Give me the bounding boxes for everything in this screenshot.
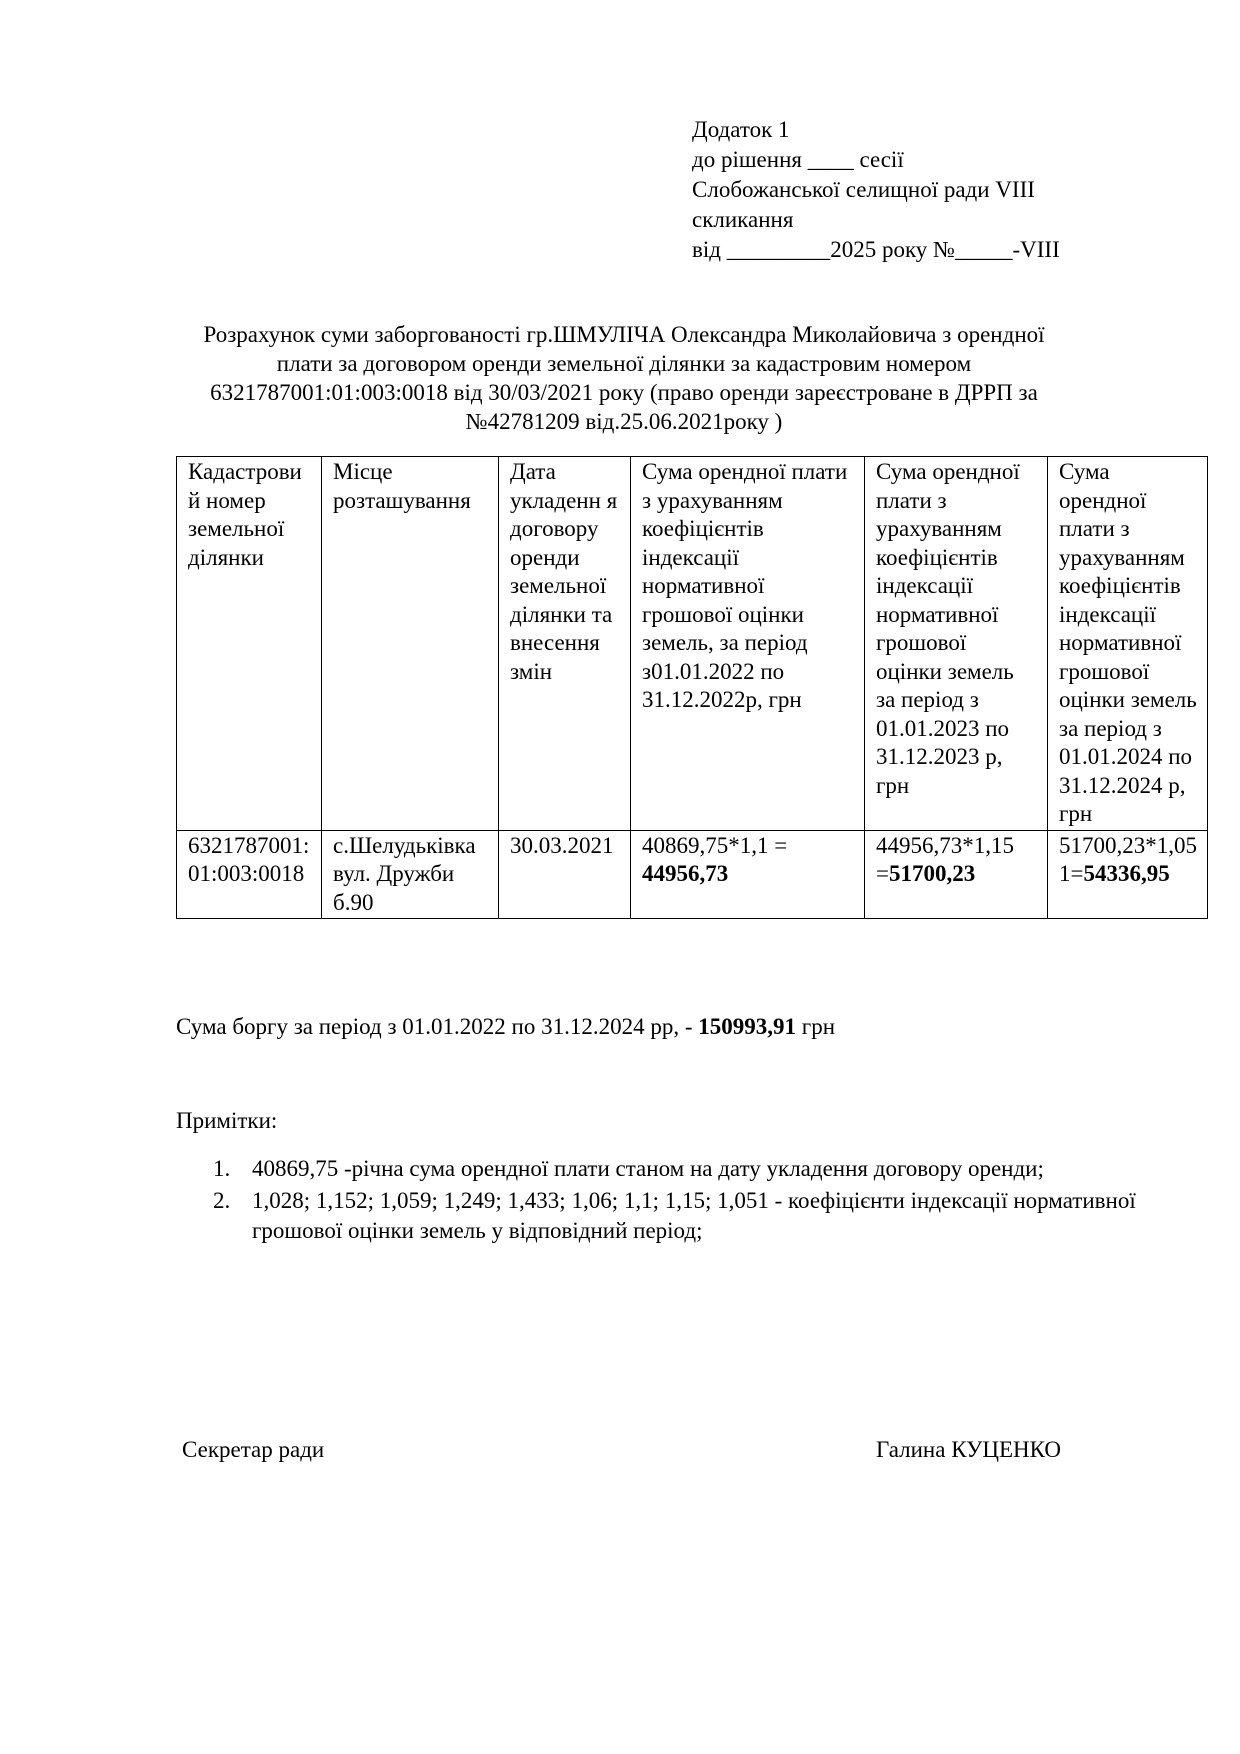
annex-header [692,115,1122,265]
annex-line: Слобожанської селищної ради VIII [692,177,1035,202]
notes-list [210,1154,1150,1248]
annex-line: Додаток 1 [692,117,790,142]
header-cadastral: Кадастрови й номер земельної ділянки [177,457,322,831]
result-2023: 51700,23 [888,861,976,886]
debt-calculation-table [176,456,1208,919]
note-text: 40869,75 -річна сума орендної плати станом на дату укладення договору оренди; [252,1156,1044,1181]
result-2024: 54336,95 [1083,861,1170,886]
debt-text: Сума боргу за період з 01.01.2022 по 31.12.2024 рр, - [176,1014,699,1039]
annex-line: до рішення ____ сесії [692,147,904,172]
header-contract-date: Дата укладенн я договору оренди земельної ділянки та внесення змін [499,457,631,831]
signatory-position: Секретар ради [182,1437,325,1462]
cell-cadastral: 6321787001:01:003:0018 [177,830,322,919]
title-line: Розрахунок суми заборгованості гр.ШМУЛІЧА Олександра Миколайовича з орендної [203,322,1045,347]
cell-sum-2023 [865,830,1048,919]
note-number: 2. [213,1188,231,1213]
annex-line: скликання [692,207,794,232]
header-sum-2024: Сума орендної плати з урахуванням коефіцієнтів індексації нормативної грошової оцінки земель за період з 01.01.2024 по 31.12.2024 р, грн [1048,457,1208,831]
notes-title: Примітки: [176,1108,278,1133]
title-line: 6321787001:01:003:0018 від 30/03/2021 року (право оренди зареєстроване в ДРРП за [210,380,1038,405]
cell-location: с.Шелудьківка вул. Дружби б.90 [322,830,499,919]
header-sum-2023: Сума орендної плати з урахуванням коефіцієнтів індексації нормативної грошової оцінки земель за період з 01.01.2023 по 31.12.2023 р, грн [865,457,1048,831]
formula-2023: 44956,73*1,15 = [876,832,1014,886]
title-line: №42781209 від.25.06.2021року ) [465,409,783,434]
header-location: Місце розташування [322,457,499,831]
signatory-name: Галина КУЦЕНКО [876,1437,1061,1462]
title-line: плати за договором оренди земельної ділянки за кадастровим номером [276,351,972,376]
note-item [210,1154,1150,1184]
document-title [178,320,1070,436]
debt-unit: грн [796,1014,836,1039]
cell-sum-2022 [631,830,865,919]
cell-date: 30.03.2021 [499,830,631,919]
table-row [177,830,1208,919]
header-sum-2022: Сума орендної плати з урахуванням коефіцієнтів індексації нормативної грошової оцінки земель, за період з01.01.2022 по 31.12.2022р, грн [631,457,865,831]
formula-2024: 51700,23*1,051= [1059,832,1197,886]
debt-amount: 150993,91 [698,1014,797,1039]
formula-2022: 40869,75*1,1 = [642,832,788,858]
result-2022: 44956,73 [642,861,729,886]
debt-total [176,1014,835,1040]
cell-sum-2024 [1048,830,1208,919]
note-item [210,1186,1150,1246]
note-text: 1,028; 1,152; 1,059; 1,249; 1,433; 1,06; 1,1; 1,15; 1,051 - коефіцієнти індексації нормативної грошової оцінки земель у відповідний період; [252,1188,1136,1243]
annex-line: від _________2025 року №_____-VIII [692,237,1060,262]
note-number: 1. [213,1156,231,1181]
table-header-row [177,457,1208,831]
